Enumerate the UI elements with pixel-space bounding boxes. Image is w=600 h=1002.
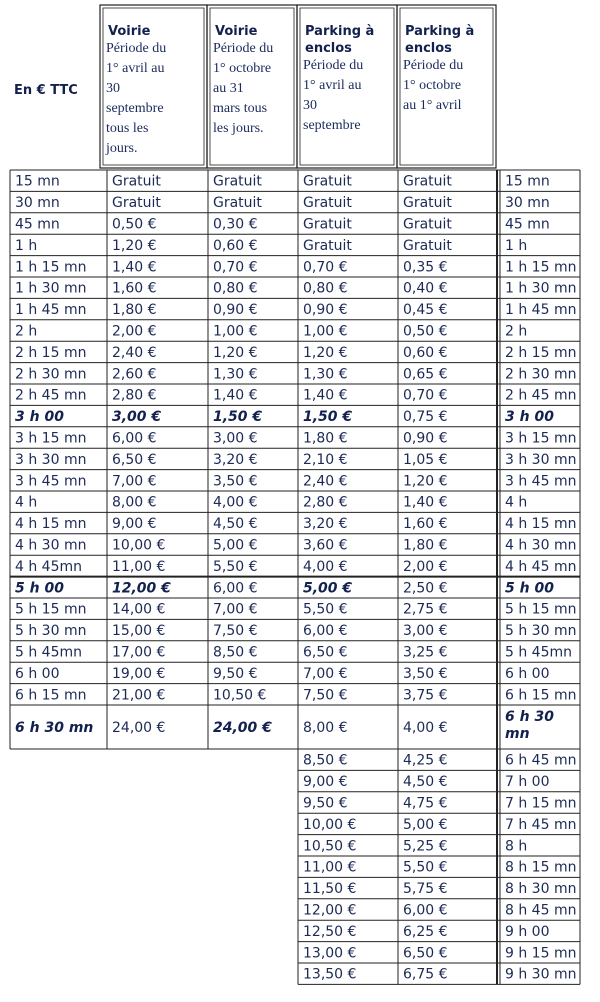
parking-winter-cell: 0,65 €	[403, 366, 448, 383]
voirie-summer-cell: 2,40 €	[112, 344, 157, 361]
parking-winter-cell: 5,00 €	[403, 816, 448, 833]
voirie-winter-cell: 0,70 €	[213, 259, 258, 276]
duration-repeat-cell: 7 h 00	[505, 774, 550, 791]
parking-winter-cell: 4,50 €	[403, 774, 448, 791]
parking-winter-cell: 3,75 €	[403, 687, 448, 704]
parking-summer-cell: 1,30 €	[303, 366, 348, 383]
column-title: enclos	[305, 41, 352, 56]
parking-winter-cell: 6,00 €	[403, 902, 448, 919]
voirie-summer-cell: 3,00 €	[112, 409, 162, 426]
duration-repeat-cell: 4 h 30 mn	[505, 537, 577, 554]
voirie-winter-cell: 6,00 €	[213, 580, 258, 597]
duration-repeat-cell: 3 h 15 mn	[505, 430, 577, 447]
parking-winter-cell: 4,00 €	[403, 720, 448, 736]
duration-repeat-cell: 3 h 00	[505, 409, 554, 426]
parking-winter-cell: 6,75 €	[403, 966, 448, 983]
column-period: au 31	[213, 81, 244, 96]
column-title: Voirie	[215, 24, 258, 39]
column-period: les jours.	[213, 121, 264, 136]
duration-cell: 1 h 15 mn	[15, 259, 87, 276]
parking-summer-cell: 12,00 €	[303, 902, 357, 919]
parking-summer-cell: 6,00 €	[303, 623, 348, 640]
parking-winter-cell: 2,75 €	[403, 601, 448, 618]
parking-summer-cell: 1,80 €	[303, 430, 348, 447]
duration-repeat-cell: 2 h 45 mn	[505, 387, 577, 404]
duration-repeat-cell: 45 mn	[505, 216, 550, 233]
voirie-winter-cell: 4,00 €	[213, 494, 258, 511]
voirie-winter-cell: Gratuit	[213, 173, 262, 190]
parking-summer-cell: 10,00 €	[303, 816, 357, 833]
parking-summer-cell: 12,50 €	[303, 923, 357, 940]
duration-cell: 1 h 30 mn	[15, 280, 87, 297]
voirie-winter-cell: 5,50 €	[213, 558, 258, 575]
voirie-summer-cell: 2,60 €	[112, 366, 157, 383]
parking-winter-cell: 0,35 €	[403, 259, 448, 276]
parking-summer-cell: 8,00 €	[303, 720, 348, 736]
parking-winter-cell: 5,50 €	[403, 859, 448, 876]
parking-winter-cell: 0,90 €	[403, 430, 448, 447]
parking-winter-cell: 1,05 €	[403, 451, 448, 468]
voirie-summer-cell: 14,00 €	[112, 601, 166, 618]
parking-summer-cell: 2,10 €	[303, 451, 348, 468]
duration-repeat-cell: 8 h 45 mn	[505, 902, 577, 919]
parking-summer-cell: 13,50 €	[303, 966, 357, 983]
column-period: au 1° avril	[403, 98, 462, 113]
duration-cell: 3 h 30 mn	[15, 451, 87, 468]
duration-cell: 4 h 45mn	[15, 558, 83, 575]
voirie-winter-cell: 0,90 €	[213, 302, 258, 319]
parking-winter-cell: 4,75 €	[403, 795, 448, 812]
parking-winter-cell: 0,60 €	[403, 344, 448, 361]
duration-repeat-cell: 4 h 15 mn	[505, 516, 577, 533]
voirie-winter-cell: 0,80 €	[213, 280, 258, 297]
parking-summer-cell: 2,40 €	[303, 473, 348, 490]
duration-repeat-cell: mn	[505, 726, 530, 742]
voirie-winter-cell: 7,50 €	[213, 623, 258, 640]
duration-repeat-cell: 6 h 45 mn	[505, 752, 577, 769]
voirie-winter-cell: 9,50 €	[213, 665, 258, 682]
duration-cell: 4 h 15 mn	[15, 516, 87, 533]
parking-summer-cell: 5,50 €	[303, 601, 348, 618]
duration-cell: 3 h 00	[15, 409, 64, 426]
voirie-winter-cell: 3,50 €	[213, 473, 258, 490]
duration-repeat-cell: 4 h	[505, 494, 528, 511]
duration-repeat-cell: 9 h 00	[505, 923, 550, 940]
duration-cell: 5 h 45mn	[15, 644, 83, 661]
parking-winter-cell: 0,40 €	[403, 280, 448, 297]
column-period: mars tous	[213, 101, 268, 116]
column-period: jours.	[106, 141, 138, 156]
voirie-summer-cell: 10,00 €	[112, 537, 166, 554]
column-title: Parking à	[305, 24, 375, 39]
duration-cell: 30 mn	[15, 195, 60, 212]
voirie-summer-cell: 6,50 €	[112, 451, 157, 468]
voirie-summer-cell: 2,80 €	[112, 387, 157, 404]
parking-winter-cell: Gratuit	[403, 173, 452, 190]
duration-repeat-cell: 9 h 15 mn	[505, 945, 577, 962]
column-period: tous les	[106, 121, 149, 136]
parking-summer-cell: 1,20 €	[303, 344, 348, 361]
voirie-winter-cell: 4,50 €	[213, 516, 258, 533]
parking-summer-cell: 2,80 €	[303, 494, 348, 511]
duration-repeat-cell: 8 h 15 mn	[505, 859, 577, 876]
voirie-winter-cell: 24,00 €	[213, 720, 272, 736]
duration-cell: 45 mn	[15, 216, 60, 233]
parking-summer-cell: 9,00 €	[303, 774, 348, 791]
parking-summer-cell: 7,50 €	[303, 687, 348, 704]
voirie-summer-cell: 2,00 €	[112, 323, 157, 340]
voirie-winter-cell: 1,20 €	[213, 344, 258, 361]
voirie-winter-cell: 8,50 €	[213, 644, 258, 661]
duration-repeat-cell: 6 h 15 mn	[505, 687, 577, 704]
parking-summer-cell: 0,80 €	[303, 280, 348, 297]
voirie-summer-cell: 9,00 €	[112, 516, 157, 533]
parking-winter-cell: 6,50 €	[403, 945, 448, 962]
duration-repeat-cell: 2 h 30 mn	[505, 366, 577, 383]
table-body	[15, 174, 576, 983]
voirie-summer-cell: 0,50 €	[112, 216, 157, 233]
column-title: Voirie	[108, 24, 151, 39]
duration-repeat-cell: 3 h 45 mn	[505, 473, 577, 490]
voirie-winter-cell: 10,50 €	[213, 687, 267, 704]
voirie-winter-cell: 3,20 €	[213, 451, 258, 468]
column-period: 1° octobre	[213, 61, 272, 76]
duration-repeat-cell: 2 h	[505, 323, 528, 340]
duration-cell: 3 h 45 mn	[15, 473, 87, 490]
column-period: 1° avril au	[106, 61, 165, 76]
parking-summer-cell: Gratuit	[303, 195, 352, 212]
parking-summer-cell: 1,00 €	[303, 323, 348, 340]
duration-repeat-cell: 5 h 15 mn	[505, 601, 577, 618]
parking-winter-cell: 0,45 €	[403, 302, 448, 319]
duration-cell: 15 mn	[15, 173, 60, 190]
voirie-winter-cell: 1,00 €	[213, 323, 258, 340]
duration-repeat-cell: 8 h	[505, 838, 528, 855]
parking-winter-cell: 4,25 €	[403, 752, 448, 769]
parking-summer-cell: 11,50 €	[303, 881, 357, 898]
parking-summer-cell: 1,50 €	[303, 409, 353, 426]
parking-winter-cell: 3,00 €	[403, 623, 448, 640]
voirie-winter-cell: 3,00 €	[213, 430, 258, 447]
duration-cell: 6 h 30 mn	[15, 720, 94, 736]
duration-repeat-cell: 15 mn	[505, 173, 550, 190]
column-title: enclos	[405, 41, 452, 56]
voirie-winter-cell: 1,40 €	[213, 387, 258, 404]
duration-repeat-cell: 1 h	[505, 237, 528, 254]
voirie-summer-cell: 6,00 €	[112, 430, 157, 447]
parking-winter-cell: 3,25 €	[403, 644, 448, 661]
duration-repeat-cell: 4 h 45 mn	[505, 558, 577, 575]
duration-repeat-cell: 9 h 30 mn	[505, 966, 577, 983]
parking-summer-cell: 3,60 €	[303, 537, 348, 554]
parking-summer-cell: 13,00 €	[303, 945, 357, 962]
parking-winter-cell: 2,00 €	[403, 558, 448, 575]
table-grid	[10, 5, 580, 984]
voirie-summer-cell: 1,20 €	[112, 237, 157, 254]
duration-cell: 5 h 30 mn	[15, 623, 87, 640]
parking-summer-cell: 7,00 €	[303, 665, 348, 682]
parking-winter-cell: 1,20 €	[403, 473, 448, 490]
duration-cell: 6 h 00	[15, 665, 60, 682]
voirie-winter-cell: 0,30 €	[213, 216, 258, 233]
parking-winter-cell: Gratuit	[403, 195, 452, 212]
parking-winter-cell: 1,80 €	[403, 537, 448, 554]
column-period: Période du	[303, 58, 364, 73]
voirie-summer-cell: 24,00 €	[112, 720, 166, 736]
parking-summer-cell: 9,50 €	[303, 795, 348, 812]
parking-summer-cell: 4,00 €	[303, 558, 348, 575]
duration-cell: 2 h 45 mn	[15, 387, 87, 404]
voirie-summer-cell: 21,00 €	[112, 687, 166, 704]
duration-cell: 2 h 30 mn	[15, 366, 87, 383]
duration-repeat-cell: 5 h 45mn	[505, 644, 573, 661]
duration-repeat-cell: 7 h 15 mn	[505, 795, 577, 812]
parking-summer-cell: Gratuit	[303, 173, 352, 190]
voirie-winter-cell: 0,60 €	[213, 237, 258, 254]
column-period: Période du	[403, 58, 464, 73]
parking-winter-cell: 1,40 €	[403, 494, 448, 511]
parking-winter-cell: 2,50 €	[403, 580, 448, 597]
duration-cell: 5 h 15 mn	[15, 601, 87, 618]
duration-cell: 5 h 00	[15, 580, 64, 597]
voirie-summer-cell: 8,00 €	[112, 494, 157, 511]
parking-summer-cell: 8,50 €	[303, 752, 348, 769]
parking-summer-cell: 0,90 €	[303, 302, 348, 319]
parking-winter-cell: 1,60 €	[403, 516, 448, 533]
voirie-summer-cell: 1,40 €	[112, 259, 157, 276]
duration-repeat-cell: 2 h 15 mn	[505, 344, 577, 361]
duration-repeat-cell: 5 h 30 mn	[505, 623, 577, 640]
duration-repeat-cell: 3 h 30 mn	[505, 451, 577, 468]
duration-repeat-cell: 30 mn	[505, 195, 550, 212]
parking-summer-cell: 11,00 €	[303, 859, 357, 876]
voirie-summer-cell: 19,00 €	[112, 665, 166, 682]
voirie-winter-cell: 1,30 €	[213, 366, 258, 383]
parking-summer-cell: 10,50 €	[303, 838, 357, 855]
parking-winter-cell: 6,25 €	[403, 923, 448, 940]
duration-repeat-cell: 1 h 30 mn	[505, 280, 577, 297]
voirie-winter-cell: 5,00 €	[213, 537, 258, 554]
duration-repeat-cell: 5 h 00	[505, 580, 554, 597]
parking-winter-cell: 0,50 €	[403, 323, 448, 340]
voirie-winter-cell: Gratuit	[213, 195, 262, 212]
parking-winter-cell: 5,25 €	[403, 838, 448, 855]
duration-cell: 3 h 15 mn	[15, 430, 87, 447]
duration-cell: 2 h	[15, 323, 38, 340]
duration-repeat-cell: 6 h 00	[505, 665, 550, 682]
voirie-summer-cell: 17,00 €	[112, 644, 166, 661]
voirie-winter-cell: 7,00 €	[213, 601, 258, 618]
voirie-summer-cell: 1,80 €	[112, 302, 157, 319]
duration-repeat-cell: 8 h 30 mn	[505, 881, 577, 898]
duration-repeat-cell: 1 h 15 mn	[505, 259, 577, 276]
parking-winter-cell: Gratuit	[403, 216, 452, 233]
duration-repeat-cell: 6 h 30	[505, 709, 554, 725]
voirie-summer-cell: 11,00 €	[112, 558, 166, 575]
duration-cell: 2 h 15 mn	[15, 344, 87, 361]
duration-cell: 4 h	[15, 494, 38, 511]
column-period: septembre	[106, 101, 164, 116]
parking-summer-cell: 6,50 €	[303, 644, 348, 661]
voirie-winter-cell: 1,50 €	[213, 409, 263, 426]
column-period: 1° octobre	[403, 78, 462, 93]
parking-summer-cell: 0,70 €	[303, 259, 348, 276]
duration-cell: 6 h 15 mn	[15, 687, 87, 704]
voirie-summer-cell: 7,00 €	[112, 473, 157, 490]
voirie-summer-cell: Gratuit	[112, 195, 161, 212]
voirie-summer-cell: 1,60 €	[112, 280, 157, 297]
duration-cell: 1 h 45 mn	[15, 302, 87, 319]
parking-winter-cell: 3,50 €	[403, 665, 448, 682]
voirie-summer-cell: 12,00 €	[112, 580, 171, 597]
parking-summer-cell: Gratuit	[303, 237, 352, 254]
column-period: Période du	[106, 41, 167, 56]
column-period: 30	[303, 98, 317, 113]
column-period: Période du	[213, 41, 274, 56]
parking-summer-cell: 5,00 €	[303, 580, 353, 597]
column-period: septembre	[303, 118, 361, 133]
en-ttc-label: En € TTC	[14, 83, 78, 98]
duration-repeat-cell: 1 h 45 mn	[505, 302, 577, 319]
column-period: 30	[106, 81, 120, 96]
parking-winter-cell: 5,75 €	[403, 881, 448, 898]
parking-winter-cell: Gratuit	[403, 237, 452, 254]
voirie-summer-cell: Gratuit	[112, 173, 161, 190]
duration-cell: 1 h	[15, 237, 38, 254]
parking-winter-cell: 0,75 €	[403, 409, 448, 426]
parking-summer-cell: Gratuit	[303, 216, 352, 233]
duration-cell: 4 h 30 mn	[15, 537, 87, 554]
duration-repeat-cell: 7 h 45 mn	[505, 816, 577, 833]
column-title: Parking à	[405, 24, 475, 39]
table-header	[14, 24, 474, 156]
voirie-summer-cell: 15,00 €	[112, 623, 166, 640]
column-period: 1° avril au	[303, 78, 362, 93]
parking-winter-cell: 0,70 €	[403, 387, 448, 404]
parking-summer-cell: 3,20 €	[303, 516, 348, 533]
parking-summer-cell: 1,40 €	[303, 387, 348, 404]
